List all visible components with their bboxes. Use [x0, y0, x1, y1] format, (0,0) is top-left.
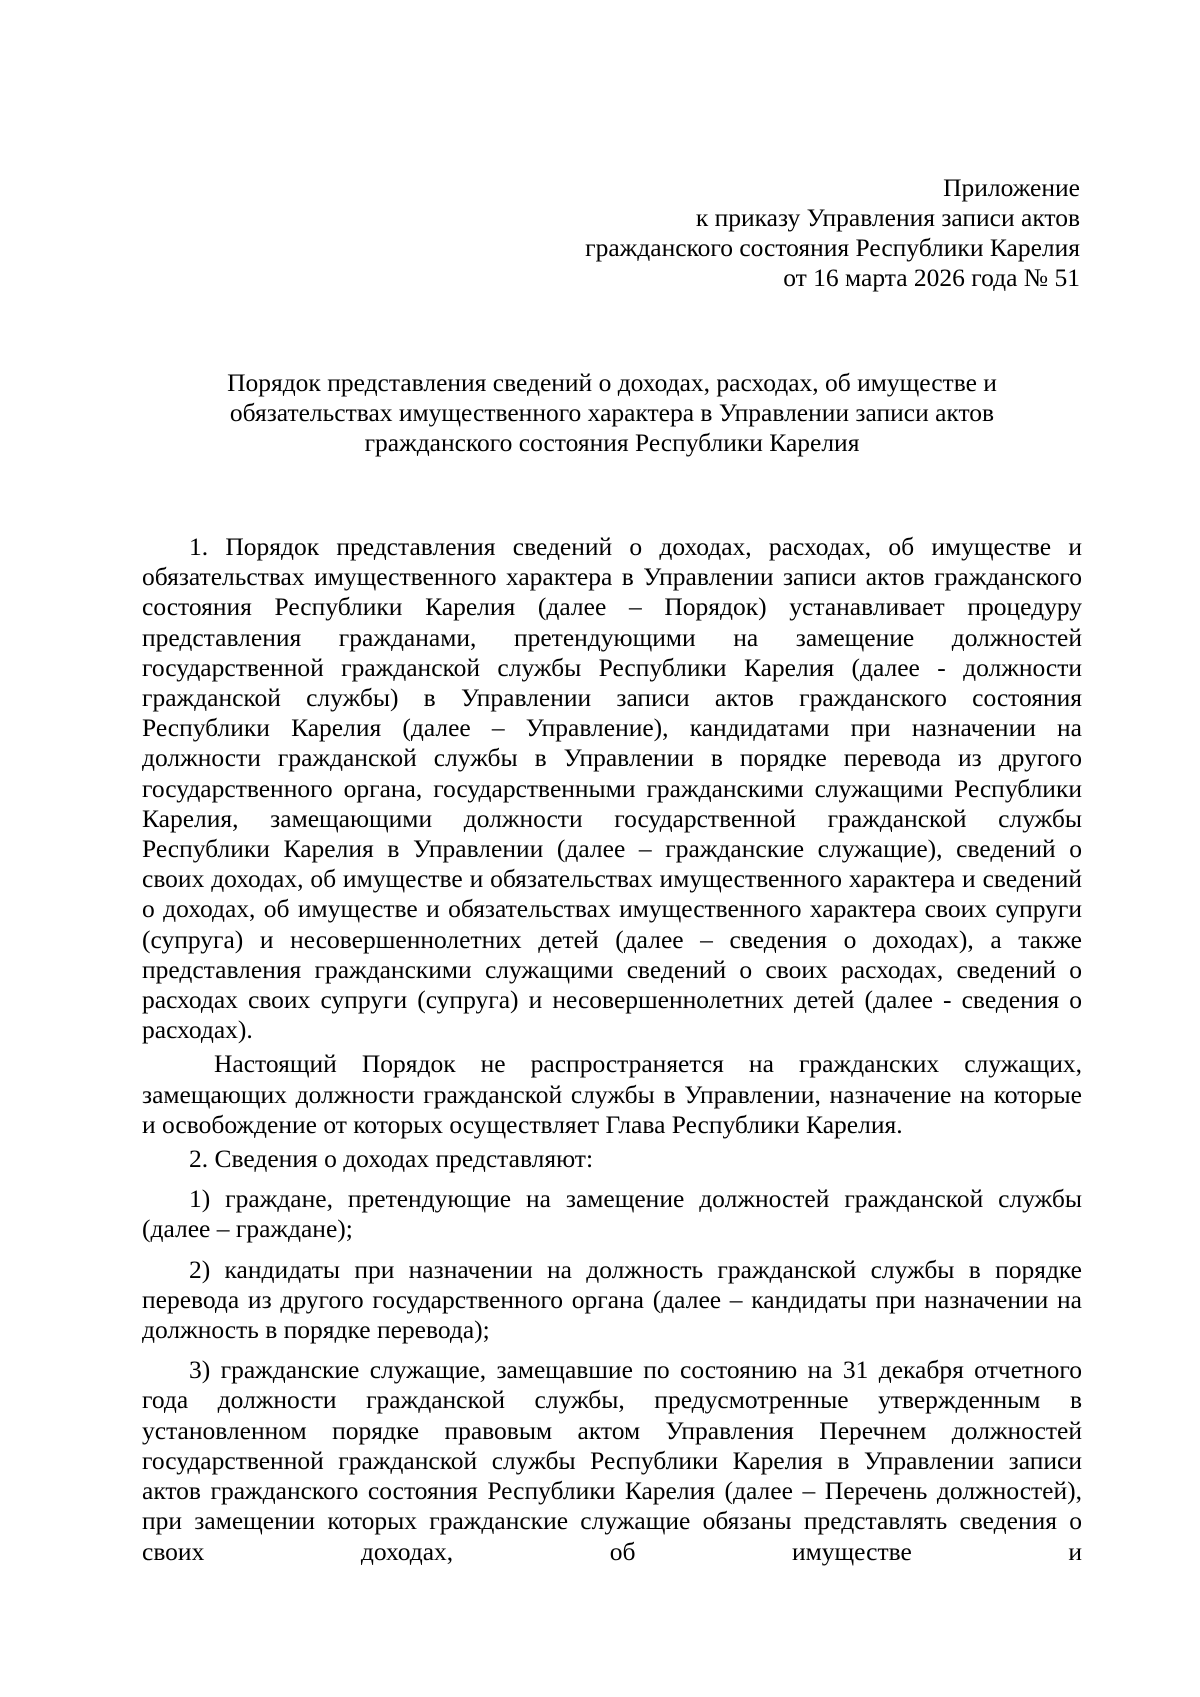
- appendix-order-ref: к приказу Управления записи актов: [695, 203, 1080, 232]
- title-line-1: Порядок представления сведений о доходах, расходах, об имуществе и: [227, 368, 997, 397]
- list-item-3: 3) гражданские служащие, замещавшие по состоянию на 31 декабря отчетного года должности гражданской службы, предусмотренные утвержденным в установленном порядке правовым актом Управления Перечнем должностей государственной гражданской службы Республики Карелия в Управлении записи актов гражданского состояния Республики Карелия (далее – Перечень должностей), при замещении которых гражданские служащие обязаны представлять сведения о своих доходах, об имуществе и: [142, 1355, 1082, 1566]
- appendix-organization: гражданского состояния Республики Карелия: [585, 233, 1080, 262]
- title-line-2: обязательствах имущественного характера в Управлении записи актов: [229, 398, 995, 427]
- paragraph-1: 1. Порядок представления сведений о доходах, расходах, об имуществе и обязательствах имущественного характера в Управлении записи актов гражданского состояния Республики Карелия (далее – Порядок) устанавливает процедуру представления гражданами, претендующими на замещение должностей государственной гражданской службы Республики Карелия (далее - должности гражданской службы) в Управлении записи актов гражданского состояния Республики Карелия (далее – Управление), кандидатами при назначении на должности гражданской службы в Управлении в порядке перевода из другого государственного органа, государственными гражданскими служащими Республики Карелия, замещающими должности государственной гражданской службы Республики Карелия в Управлении (далее – гражданские служащие), сведений о своих доходах, об имуществе и обязательствах имущественного характера и сведений о доходах, об имуществе и обязательствах имущественного характера своих супруги (супруга) и несовершеннолетних детей (далее – сведения о доходах), а также представления гражданскими служащими сведений о своих расходах, сведений о расходах своих супруги (супруга) и несовершеннолетних детей (далее - сведения о расходах).: [142, 532, 1082, 1045]
- title-line-3: гражданского состояния Республики Карелия: [364, 428, 860, 457]
- document-title: [142, 368, 1082, 458]
- appendix-date-number: от 16 марта 2026 года № 51: [783, 263, 1080, 292]
- appendix-label: Приложение: [943, 173, 1080, 202]
- list-item-1: 1) граждане, претендующие на замещение должностей гражданской службы (далее – граждане);: [142, 1184, 1082, 1244]
- paragraph-3: 2. Сведения о доходах представляют:: [189, 1144, 594, 1174]
- document-body: [142, 532, 1082, 1567]
- appendix-header: [380, 173, 1080, 293]
- list-item-2: 2) кандидаты при назначении на должность гражданской службы в порядке перевода из другого государственного органа (далее – кандидаты при назначении на должность в порядке перевода);: [142, 1254, 1082, 1345]
- paragraph-2: Настоящий Порядок не распространяется на гражданских служащих, замещающих должности гражданской службы в Управлении, назначение на которые и освобождение от которых осуществляет Глава Республики Карелия.: [142, 1049, 1082, 1139]
